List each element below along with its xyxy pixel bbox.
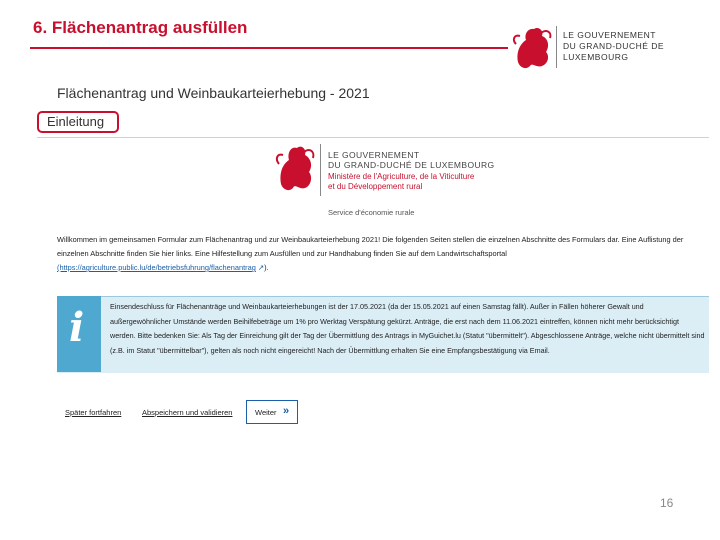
portal-link[interactable]: (https://agriculture.public.lu/de/betriebsfuhrung/flachenantrag: [57, 263, 256, 272]
ministry-logo: [275, 140, 535, 220]
gov-line-2: DU GRAND-DUCHÉ DE LUXEMBOURG: [563, 41, 665, 62]
form-title: Flächenantrag und Weinbaukarteierhebung - 2021: [57, 85, 370, 101]
ministry-gov-name: [328, 150, 495, 170]
info-icon: i: [57, 296, 101, 372]
section-divider: [37, 137, 709, 138]
intro-text: Willkommen im gemeinsamen Formular zum Flächenantrag und zur Weinbaukarteierhebung 2021! Die folgenden Seiten stellen die einzelnen Abschnitte des Formulars dar. Eine Auflistung der einzelnen Abschnitte finden Sie hier links. Eine Hilfestellung zum Ausfüllen und zur Handhabung finden Sie auf dem Landwirtschaftsportal: [57, 235, 684, 258]
logo-divider: [556, 26, 557, 68]
ministry-line-2: et du Développement rural: [328, 182, 423, 191]
intro-tail: ).: [264, 263, 269, 272]
ministry-gov-line-2: DU GRAND-DUCHÉ DE LUXEMBOURG: [328, 160, 495, 170]
save-validate-button[interactable]: Abspeichern und validieren: [142, 408, 233, 417]
page-number: 16: [660, 496, 674, 510]
lion-crest-icon: [510, 22, 554, 70]
lion-crest-icon: [275, 140, 315, 192]
title-underline: [30, 47, 508, 49]
ministry-gov-line-1: LE GOUVERNEMENT: [328, 150, 420, 160]
intro-paragraph: [57, 233, 707, 275]
slide-title: 6. Flächenantrag ausfüllen: [33, 18, 248, 37]
double-chevron-right-icon: »: [283, 405, 290, 417]
gov-line-1: LE GOUVERNEMENT: [563, 30, 656, 40]
external-link-icon[interactable]: ↗: [257, 263, 265, 272]
government-logo: [510, 22, 710, 72]
logo-divider: [320, 144, 321, 196]
service-name: Service d'économie rurale: [328, 208, 415, 217]
next-button-label: Weiter: [255, 408, 277, 417]
section-title-einleitung: Einleitung: [47, 114, 105, 129]
government-name: [563, 30, 710, 63]
deadline-info-text: Einsendeschluss für Flächenanträge und Weinbaukarteierhebungen ist der 17.05.2021 (da der 15.05.2021 auf einen Samstag fällt). Außer in Fällen höherer Gewalt und außergewöhnlicher Umstände werden Beihilfebeträge um 1% pro Werktag Verspätung gekürzt. Anträge, die erst nach dem 11.06.2021 eintreffen, können nicht mehr berücksichtigt werden. Bitte bedenken Sie: Als Tag der Einreichung gilt der Tag der Übermittlung des Antrags in MyGuichet.lu (Statut "übermittelt"). Abgeschlossene Anträge, welche nicht übermittelt sind (z.B. im Statut "übermittelbar"), gelten als noch nicht eingereicht! Nach der Übermittlung erhalten Sie eine Empfangsbestätigung via Email.: [110, 302, 705, 355]
ministry-line-1: Ministère de l'Agriculture, de la Viticulture: [328, 172, 475, 181]
later-button[interactable]: Später fortfahren: [65, 408, 122, 417]
ministry-name: [328, 172, 474, 192]
next-button[interactable]: [246, 400, 298, 424]
